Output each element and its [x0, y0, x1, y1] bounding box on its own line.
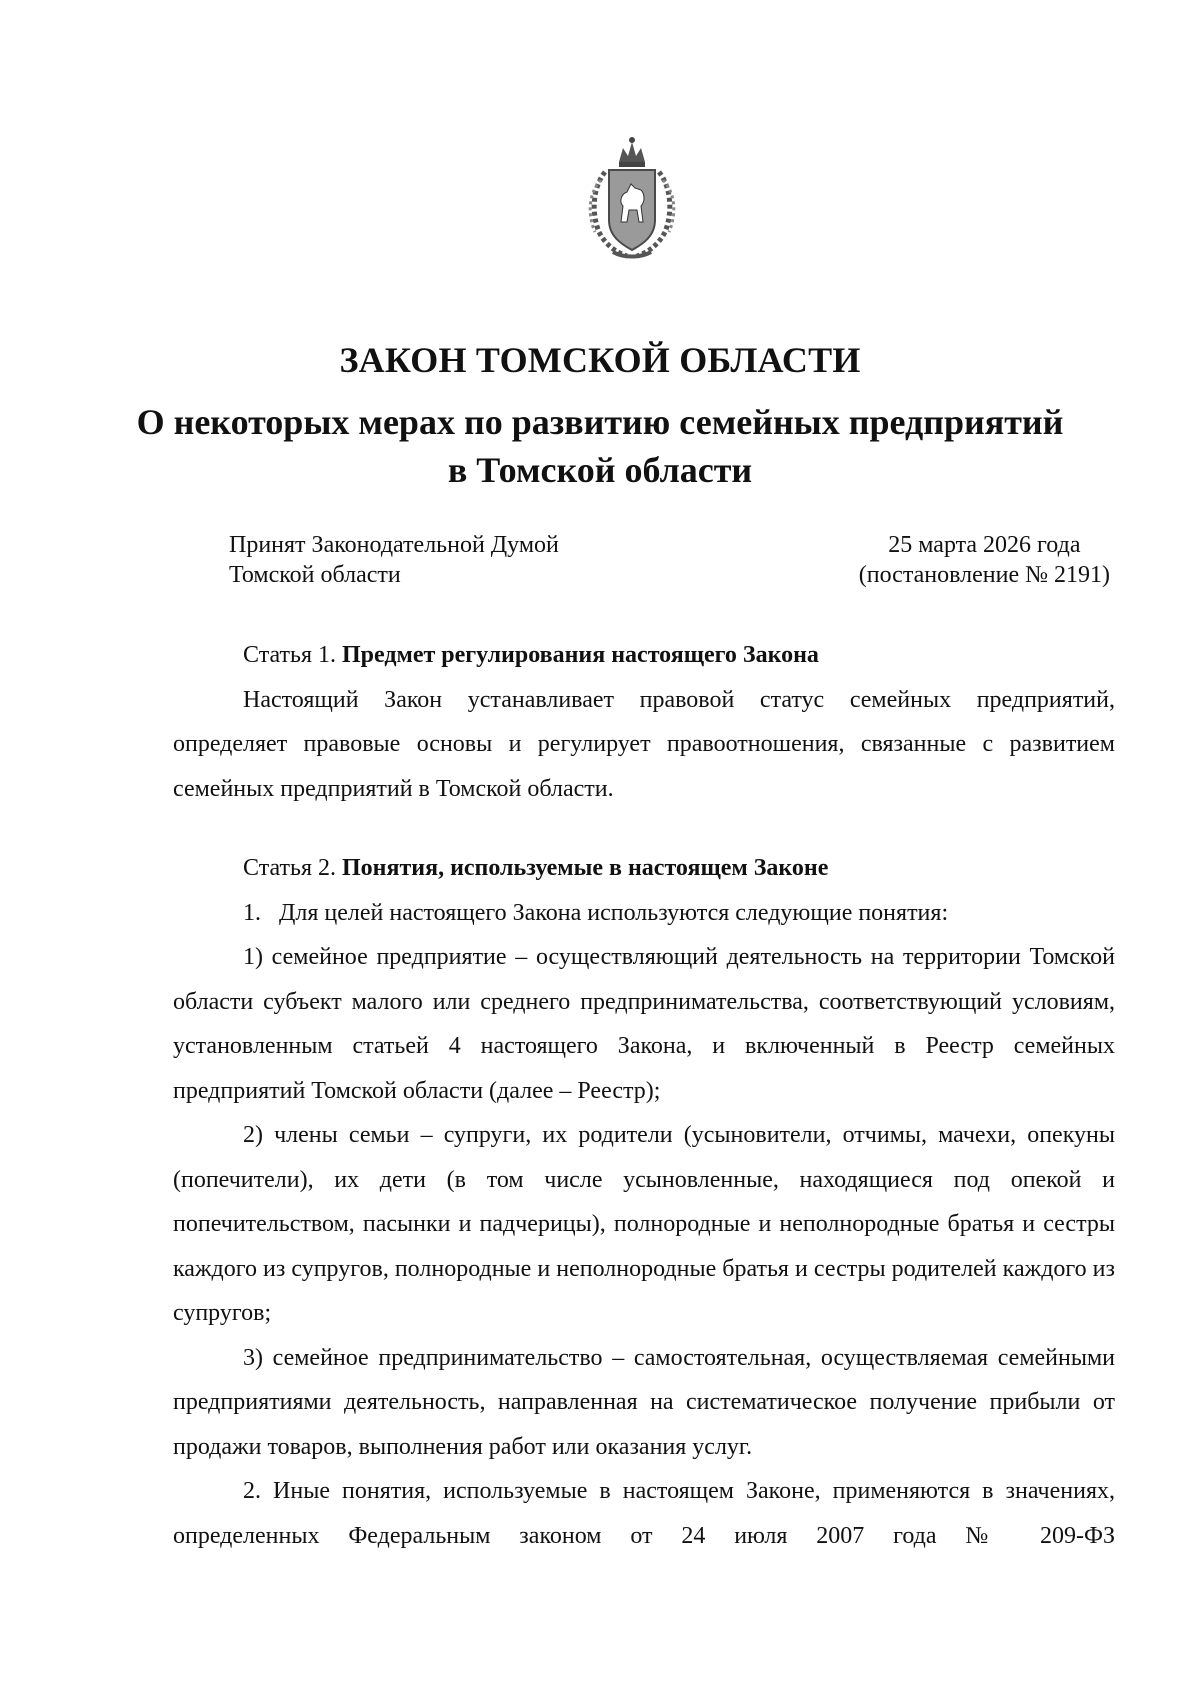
- article-2-title: Понятия, используемые в настоящем Законе: [341, 855, 829, 881]
- coat-of-arms-emblem: [575, 132, 689, 266]
- article-2-prefix: Статья 2.: [243, 855, 342, 881]
- resolution-number: (постановление № 2191): [858, 562, 1110, 588]
- article-2-item-1: 1) семейное предприятие – осуществляющий деятельность на территории Томской области субъект малого или среднего предпринимательства, соответствующий условиям, установленным статьей 4 настоящего Закона, и включенный в Реестр семейных предприятий Томской области (далее – Реестр);: [173, 944, 1115, 1104]
- article-1: [173, 633, 1115, 811]
- article-2-heading: [173, 846, 1115, 891]
- law-subtitle-line1: О некоторых мерах по развитию семейных предприятий: [136, 402, 1064, 442]
- article-2-paragraph-1: 1. Для целей настоящего Закона используются следующие понятия:: [243, 899, 949, 926]
- article-1-prefix: Статья 1.: [243, 642, 342, 668]
- article-2-item-2: 2) члены семьи – супруги, их родители (усыновители, отчимы, мачехи, опекуны (попечители), их дети (в том числе усыновленные, находящиеся под опекой и попечительством, пасынки и падчерицы), полнородные и неполнородные братья и сестры каждого из супругов, полнородные и неполнородные братья и сестры родителей каждого из супругов;: [173, 1122, 1115, 1326]
- article-1-text: Настоящий Закон устанавливает правовой статус семейных предприятий, определяет правовые основы и регулирует правоотношения, связанные с развитием семейных предприятий в Томской области.: [173, 686, 1115, 802]
- law-title: ЗАКОН ТОМСКОЙ ОБЛАСТИ: [339, 340, 861, 380]
- adoption-body-line2: Томской области: [229, 562, 401, 588]
- article-1-title: Предмет регулирования настоящего Закона: [341, 642, 819, 668]
- article-2: [173, 846, 1115, 1558]
- law-subtitle-line2: в Томской области: [447, 450, 753, 490]
- article-2-item-3: 3) семейное предпринимательство – самостоятельная, осуществляемая семейными предприятиями деятельность, направленная на систематическое получение прибыли от продажи товаров, выполнения работ или оказания услуг.: [173, 1344, 1115, 1460]
- law-subtitle: [0, 398, 1200, 494]
- article-1-heading: [173, 633, 1115, 678]
- adoption-date-line: 25 марта 2026 года: [888, 532, 1081, 558]
- adoption-date: [859, 530, 1110, 590]
- adoption-body: [229, 530, 559, 590]
- adoption-body-line1: Принят Законодательной Думой: [229, 532, 559, 558]
- article-2-paragraph-2: 2. Иные понятия, используемые в настоящем Законе, применяются в значениях, определенных Федеральным законом от 24 июля 2007 года № 209-ФЗ: [173, 1478, 1115, 1549]
